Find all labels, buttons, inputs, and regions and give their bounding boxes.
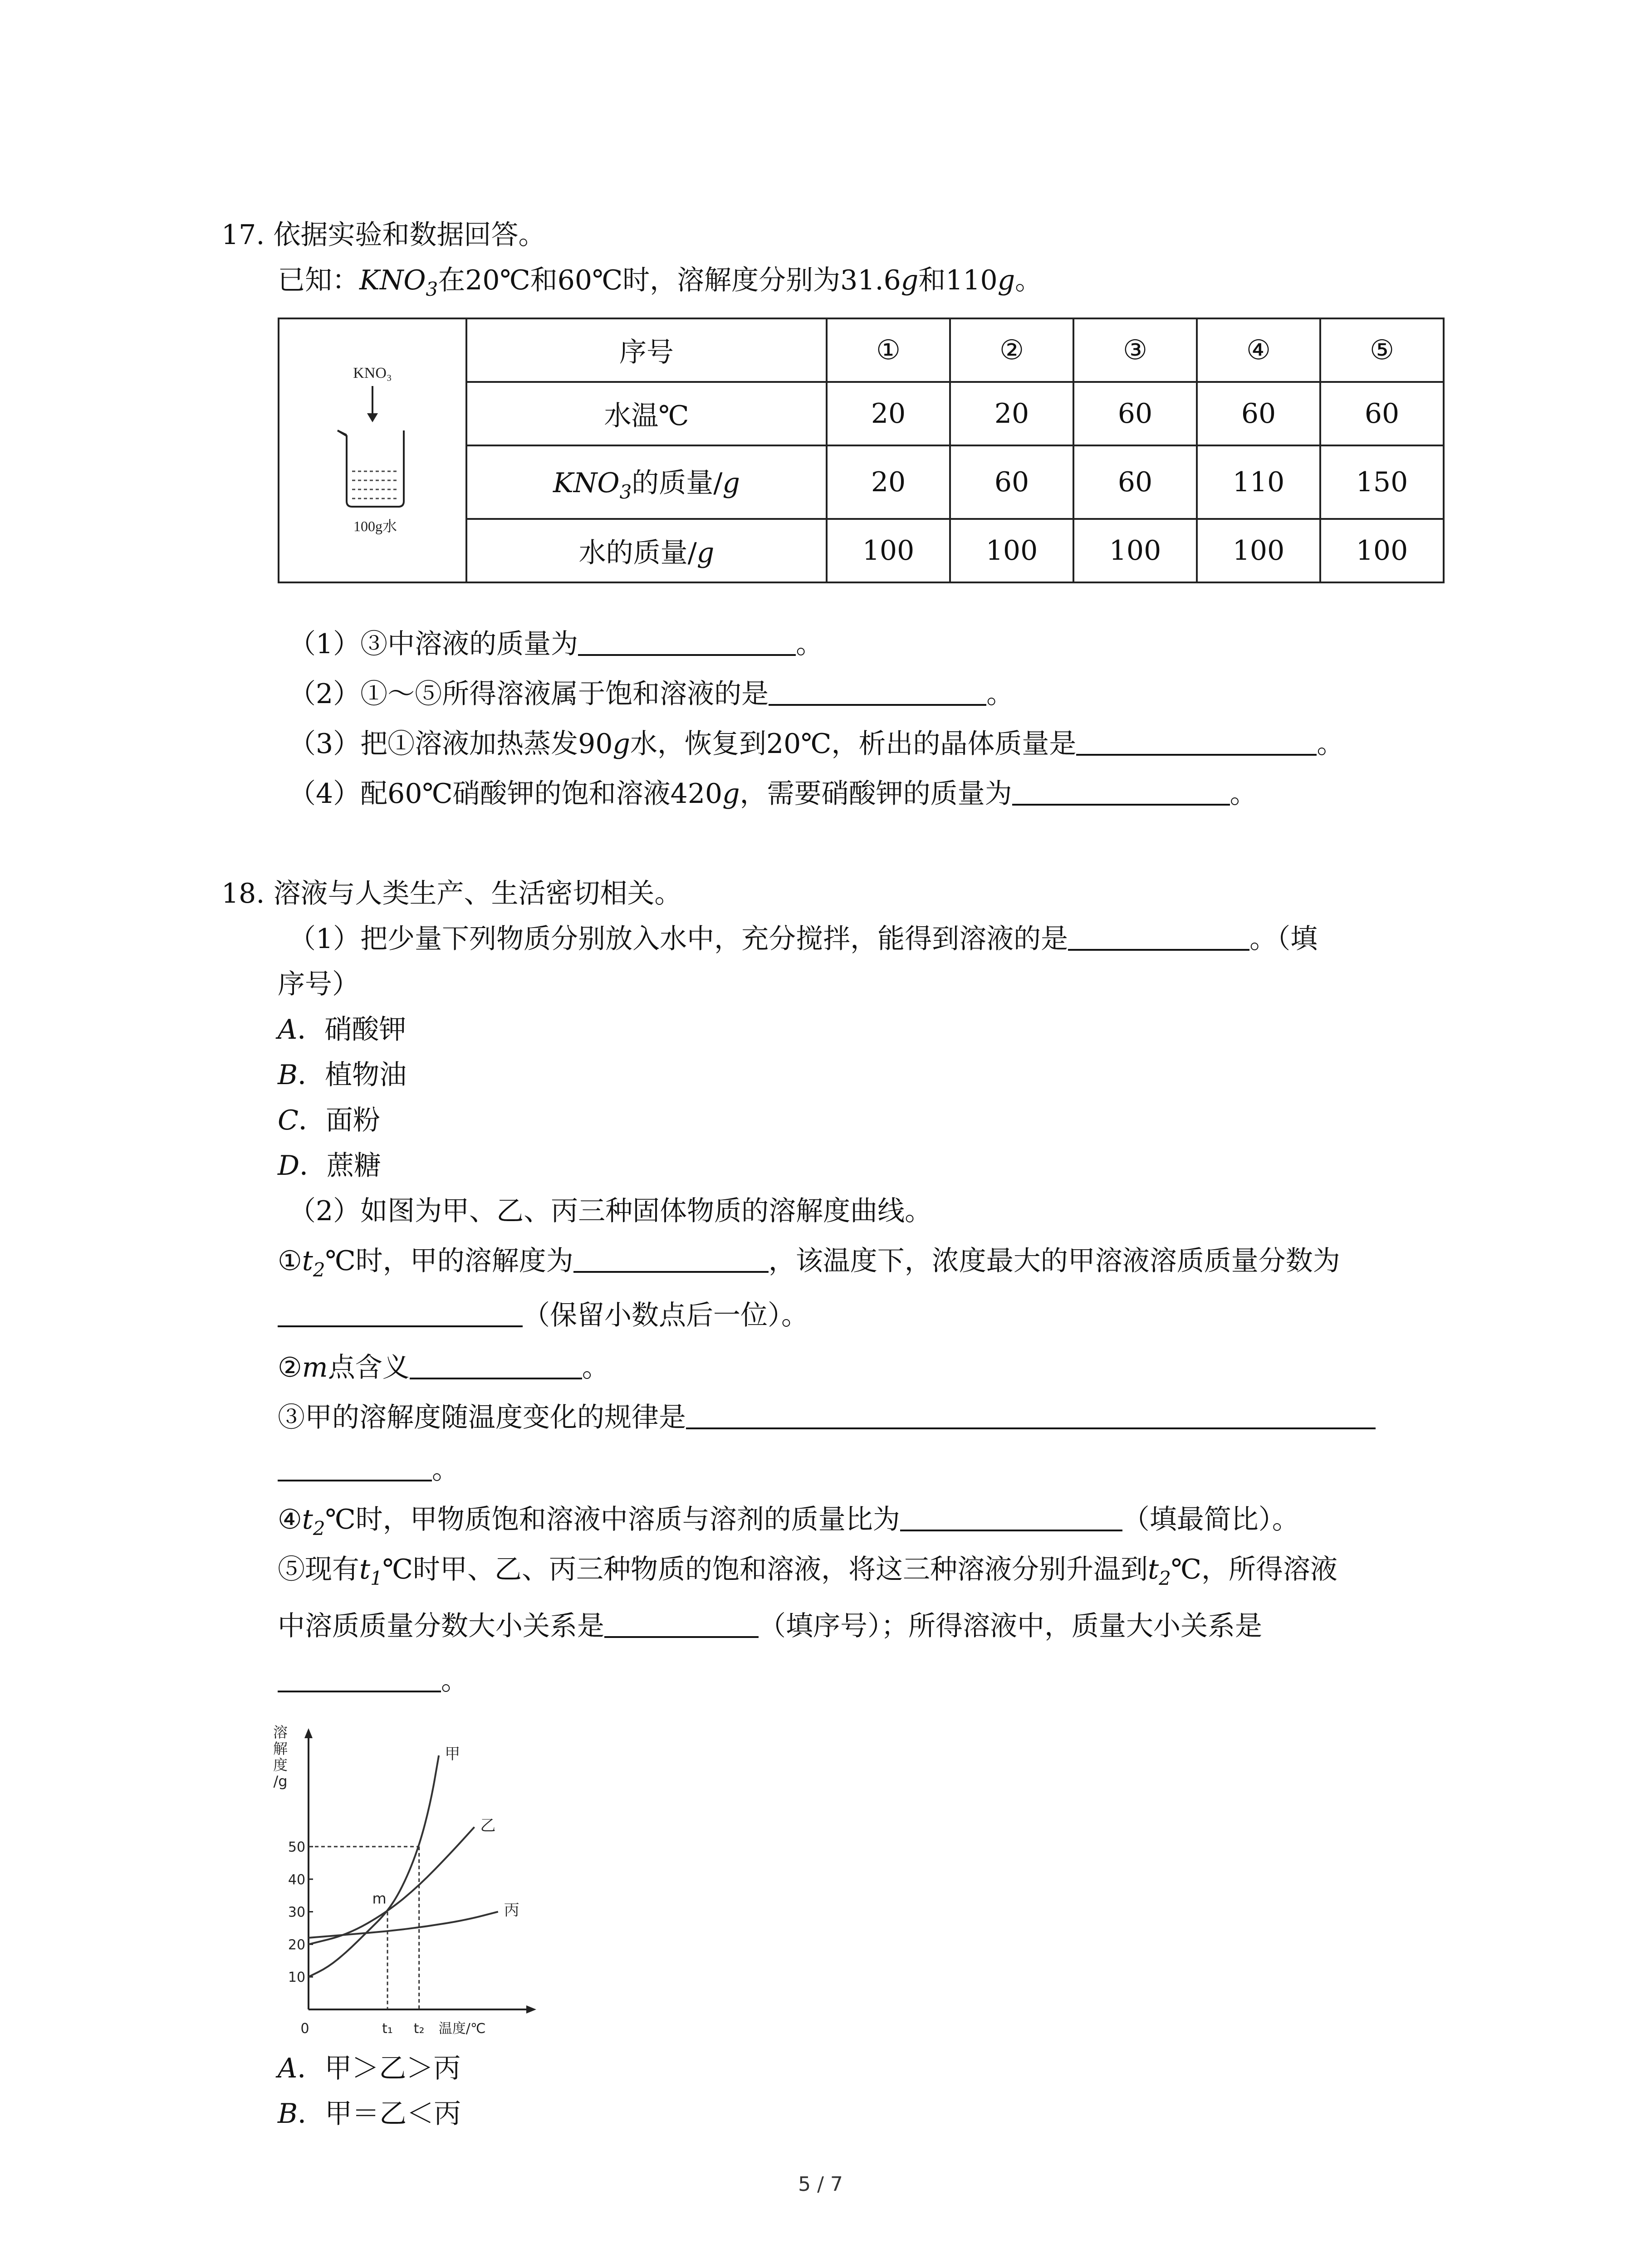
q17-sub2: （2）①～⑤所得溶液属于饱和溶液的是 。 xyxy=(289,676,1014,712)
q18-s3: ③甲的溶解度随温度变化的规律是 xyxy=(278,1399,1376,1436)
y-tick-label: 30 xyxy=(288,1904,306,1921)
q18-part1: （1）把少量下列物质分别放入水中，充分搅拌，能得到溶液的是 。（填 xyxy=(289,921,1318,957)
answer-blank[interactable] xyxy=(900,1501,1122,1531)
q18-part2: （2）如图为甲、乙、丙三种固体物质的溶解度曲线。 xyxy=(289,1195,932,1227)
table-cell: 100 xyxy=(1197,519,1320,582)
table-cell: 100 xyxy=(827,519,950,582)
table-cell: 20 xyxy=(827,382,950,445)
q18-part1-cont: 序号） xyxy=(278,968,359,1000)
answer-option-b[interactable]: B．甲＝乙＜丙 xyxy=(278,2098,461,2130)
q17-sub1: （1）③中溶液的质量为 。 xyxy=(289,626,823,662)
series-label: 丙 xyxy=(504,1901,519,1920)
answer-blank[interactable] xyxy=(278,1662,441,1692)
table-cell: 100 xyxy=(1320,519,1444,582)
y-axis-label: 溶 xyxy=(273,1724,288,1741)
row-label: $KNO_3$的质量/g xyxy=(466,445,827,519)
col-header-2: ② xyxy=(950,318,1073,382)
q18-option-d[interactable]: D．蔗糖 xyxy=(278,1150,382,1182)
row-label: 水温℃ xyxy=(466,382,827,445)
series-line-乙 xyxy=(309,1827,475,1944)
answer-blank[interactable] xyxy=(410,1349,582,1379)
y-tick-label: 20 xyxy=(288,1937,306,1953)
answer-blank[interactable] xyxy=(1068,921,1249,951)
table-cell: 20 xyxy=(827,445,950,519)
answer-blank[interactable] xyxy=(769,676,986,706)
q18-option-b[interactable]: B．植物油 xyxy=(278,1059,407,1091)
col-header-3: ③ xyxy=(1073,318,1197,382)
y-axis-label: /g xyxy=(273,1773,288,1790)
q17-sub3: （3）把①溶液加热蒸发90g水，恢复到20℃，析出的晶体质量是 。 xyxy=(289,726,1344,762)
q17-sub4: （4）配60℃硝酸钾的饱和溶液420g，需要硝酸钾的质量为 。 xyxy=(289,776,1257,812)
beaker-figure-cell xyxy=(279,318,466,582)
q17-known: 已知：$KNO_3$在20℃和60℃时，溶解度分别为31.6g和110g。 xyxy=(278,264,1043,300)
origin-label: 0 xyxy=(300,2021,309,2037)
y-axis-label: 度 xyxy=(273,1756,288,1774)
page-number: 5 / 7 xyxy=(798,2173,843,2196)
svg-text:100g水: 100g水 xyxy=(353,518,397,534)
table-cell: 60 xyxy=(1320,382,1444,445)
q18-s1-cont: （保留小数点后一位）。 xyxy=(278,1297,808,1334)
table-cell: 150 xyxy=(1320,445,1444,519)
y-tick-label: 40 xyxy=(288,1872,306,1888)
answer-blank[interactable] xyxy=(573,1243,769,1273)
table-cell: 20 xyxy=(950,382,1073,445)
table-cell: 100 xyxy=(1073,519,1197,582)
y-axis-label: 解 xyxy=(273,1740,288,1757)
q18-s1: $①t_2℃$时，甲的溶解度为 ，该温度下，浓度最大的甲溶液溶质质量分数为 xyxy=(278,1243,1340,1288)
answer-blank[interactable] xyxy=(604,1608,759,1638)
col-header-5: ⑤ xyxy=(1320,318,1444,382)
q18-s4: $④t_2℃$时，甲物质饱和溶液中溶质与溶剂的质量比为 （填最简比）。 xyxy=(278,1501,1299,1547)
table-cell: 60 xyxy=(1073,382,1197,445)
answer-blank[interactable] xyxy=(686,1399,1376,1429)
x-axis-arrow-icon xyxy=(526,2005,536,2014)
table-header-label: 序号 xyxy=(466,318,827,382)
q18-s2: ②m点含义 。 xyxy=(278,1349,609,1386)
series-label: 甲 xyxy=(445,1745,460,1763)
table-cell: 100 xyxy=(950,519,1073,582)
col-header-1: ① xyxy=(827,318,950,382)
row-label: 水的质量/g xyxy=(466,519,827,582)
y-tick-label: 50 xyxy=(288,1839,306,1856)
q18-s3-cont: 。 xyxy=(278,1452,459,1488)
q17-title: 17. 依据实验和数据回答。 xyxy=(221,219,546,251)
x-axis-label: 温度/℃ xyxy=(438,2021,486,2037)
answer-blank[interactable] xyxy=(1012,776,1230,806)
q18-option-a[interactable]: A．硝酸钾 xyxy=(278,1014,407,1046)
table-cell: 60 xyxy=(950,445,1073,519)
solubility-curve-chart xyxy=(268,1719,558,2050)
answer-blank[interactable] xyxy=(278,1452,432,1481)
series-label: 乙 xyxy=(480,1816,496,1835)
q18-s5: ⑤现有$t_1℃$时甲、乙、丙三种物质的饱和溶液，将这三种溶液分别升温到$t_2℃$，所得溶液 xyxy=(278,1554,1337,1589)
series-line-丙 xyxy=(309,1912,498,1938)
point-m-label: m xyxy=(372,1890,387,1907)
q18-s5-cont: 中溶质质量分数大小关系是 （填序号）；所得溶液中，质量大小关系是 xyxy=(278,1608,1262,1644)
table-cell: 110 xyxy=(1197,445,1320,519)
q18-option-c[interactable]: C．面粉 xyxy=(278,1105,380,1136)
table-cell: 60 xyxy=(1197,382,1320,445)
q18-s5-cont2: 。 xyxy=(278,1662,468,1699)
col-header-4: ④ xyxy=(1197,318,1320,382)
x-tick-label-t2: t₂ xyxy=(413,2021,425,2037)
answer-blank[interactable] xyxy=(578,626,796,656)
answer-blank[interactable] xyxy=(278,1297,523,1327)
beaker-icon xyxy=(279,323,465,577)
y-tick-label: 10 xyxy=(288,1970,306,1986)
table-cell: 60 xyxy=(1073,445,1197,519)
answer-option-a[interactable]: A．甲＞乙＞丙 xyxy=(278,2053,461,2084)
y-axis-arrow-icon xyxy=(304,1728,313,1738)
svg-text:KNO₃: KNO₃ xyxy=(353,365,392,381)
x-tick-label-t1: t₁ xyxy=(382,2021,393,2037)
q18-title: 18. 溶液与人类生产、生活密切相关。 xyxy=(221,878,682,909)
answer-blank[interactable] xyxy=(1076,726,1317,756)
kno3-data-table xyxy=(278,318,1445,583)
